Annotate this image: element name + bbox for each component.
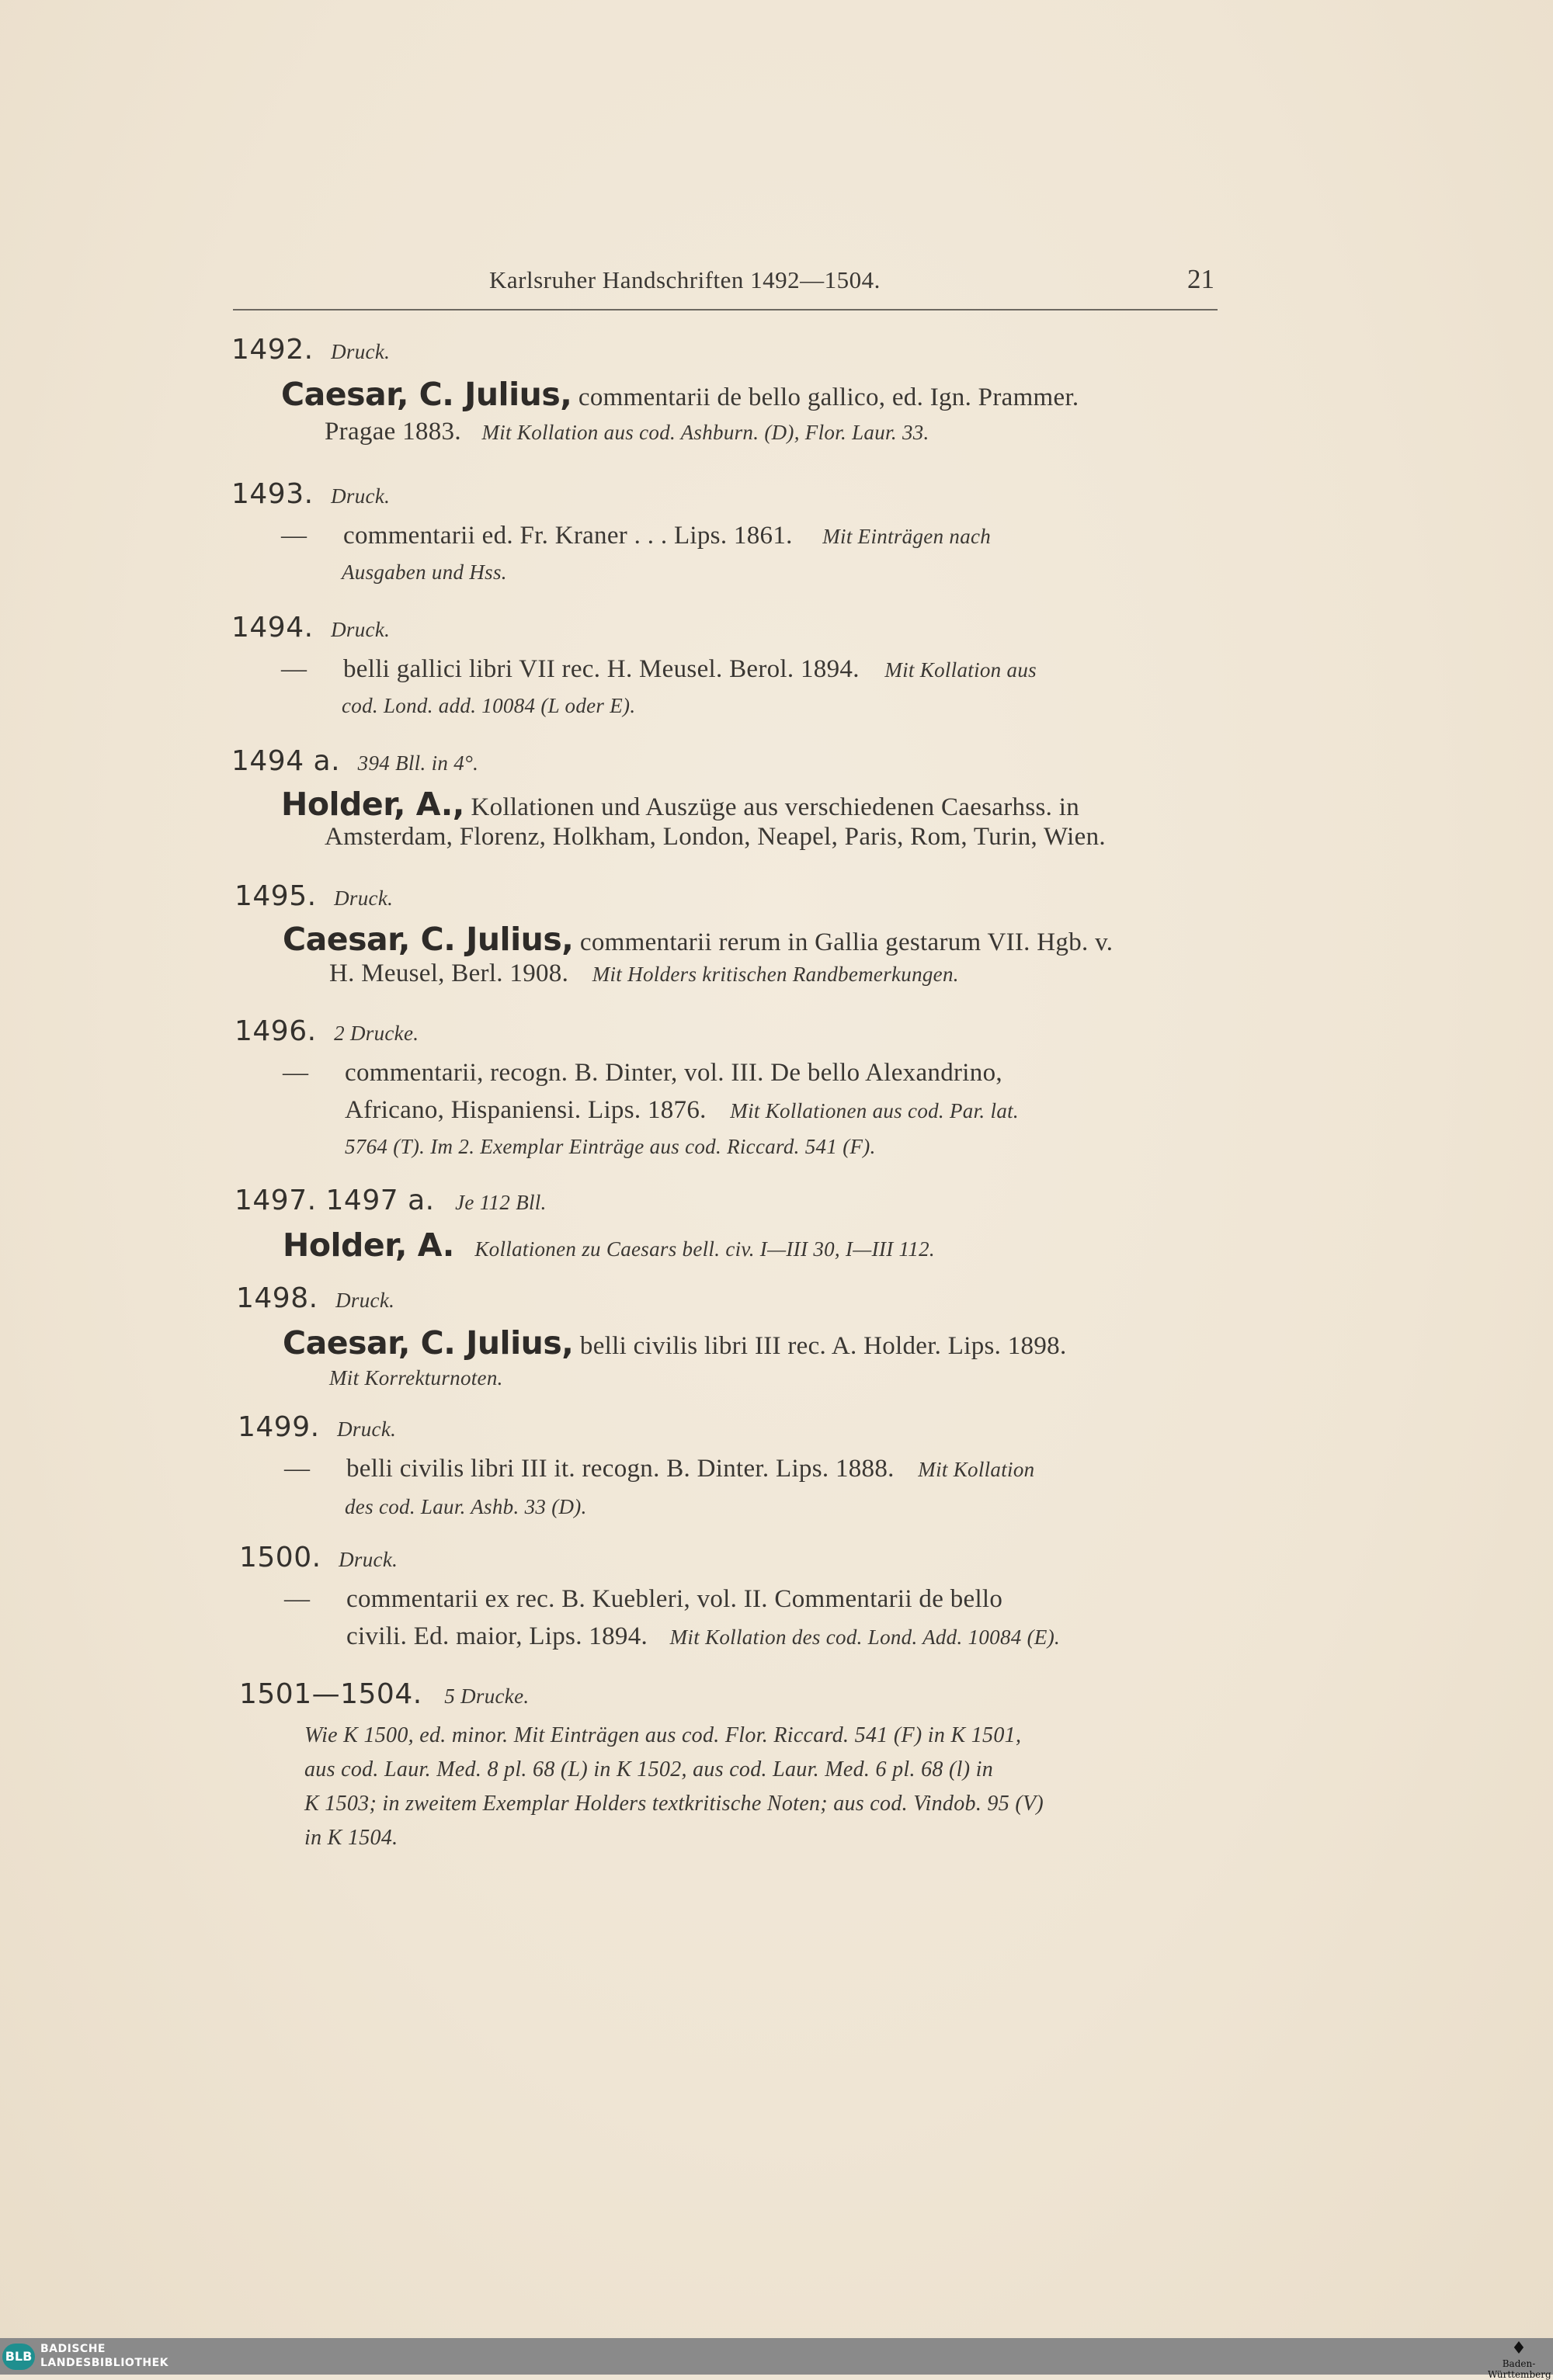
entry-type: Druck.	[331, 618, 391, 641]
entry-note: Kollationen zu Caesars bell. civ. I—III 30, I—III 112.	[474, 1237, 935, 1261]
entry-number: 1494 a.	[231, 745, 341, 777]
ditto-dash: —	[281, 522, 307, 550]
entry-type: 2 Drucke.	[334, 1022, 419, 1045]
entry-note: 5764 (T). Im 2. Exemplar Einträge aus cod. Riccard. 541 (F).	[345, 1135, 876, 1158]
entry-type: Je 112 Bll.	[455, 1191, 547, 1214]
library-name-line2: LANDESBIBLIOTHEK	[40, 2357, 169, 2369]
entry-number: 1500.	[239, 1542, 321, 1573]
ditto-dash: —	[283, 1059, 309, 1087]
entry-note: Mit Korrekturnoten.	[329, 1366, 503, 1389]
entry-type: Druck.	[339, 1548, 398, 1571]
entry-title: commentarii ed. Fr. Kraner . . . Lips. 1861.	[343, 522, 793, 550]
entry-type: Druck.	[337, 1417, 397, 1441]
entry-title: belli civilis libri III rec. A. Holder. Lips. 1898.	[573, 1332, 1067, 1360]
entry-imprint: civili. Ed. maior, Lips. 1894.	[346, 1622, 648, 1650]
library-name-line1: BADISCHE	[40, 2343, 106, 2355]
entry-type: 394 Bll. in 4°.	[357, 751, 479, 775]
entry-note: aus cod. Laur. Med. 8 pl. 68 (L) in K 1502, aus cod. Laur. Med. 6 pl. 68 (l) in	[304, 1757, 994, 1782]
entry-note: Mit Kollation	[918, 1458, 1035, 1481]
entry-title: commentarii rerum in Gallia gestarum VII. Hgb. v.	[573, 928, 1114, 956]
entry-title: commentarii, recogn. B. Dinter, vol. III. De bello Alexandrino,	[345, 1059, 1002, 1087]
entry-title: commentarii ex rec. B. Kuebleri, vol. II. Commentarii de bello	[346, 1585, 1003, 1613]
entry-author: Caesar, C. Julius,	[283, 921, 574, 958]
page-number: 21	[1187, 264, 1214, 294]
entry-note: Mit Kollation des cod. Lond. Add. 10084 (E).	[669, 1625, 1061, 1649]
entry-title-cont: Amsterdam, Florenz, Holkham, London, Neapel, Paris, Rom, Turin, Wien.	[325, 823, 1106, 851]
ditto-dash: —	[284, 1585, 311, 1613]
entry-number: 1501—1504.	[239, 1678, 422, 1710]
entry-note: Mit Kollation aus	[884, 658, 1037, 682]
ditto-dash: —	[284, 1455, 311, 1483]
entry-type: Druck.	[334, 886, 394, 910]
entry-note: des cod. Laur. Ashb. 33 (D).	[345, 1495, 587, 1518]
entry-type: Druck.	[331, 340, 391, 363]
entry-note: cod. Lond. add. 10084 (L oder E).	[342, 694, 636, 717]
entry-note: Mit Kollation aus cod. Ashburn. (D), Flor. Laur. 33.	[481, 421, 929, 444]
entry-number: 1492.	[231, 334, 314, 366]
entry-note: Mit Kollationen aus cod. Par. lat.	[730, 1099, 1019, 1122]
entry-number: 1495.	[235, 880, 317, 912]
blb-logo: BLB	[2, 2344, 35, 2370]
state-crest-icon: ♦	[1511, 2339, 1527, 2358]
entry-title: Kollationen und Auszüge aus verschiedenen Caesarhss. in	[464, 793, 1079, 821]
entry-note: Wie K 1500, ed. minor. Mit Einträgen aus cod. Flor. Riccard. 541 (F) in K 1501,	[304, 1723, 1022, 1747]
entry-author: Caesar, C. Julius,	[283, 1324, 574, 1362]
footer-bar	[0, 2338, 1553, 2380]
header-title: Karlsruher Handschriften 1492—1504.	[489, 266, 881, 293]
entry-imprint: H. Meusel, Berl. 1908.	[329, 959, 569, 987]
entry-author: Caesar, C. Julius,	[281, 376, 572, 413]
state-mark	[1488, 2340, 1550, 2380]
ditto-dash: —	[281, 655, 307, 683]
entry-number: 1499.	[238, 1411, 320, 1443]
entry-note: Ausgaben und Hss.	[342, 560, 507, 584]
entry-title: commentarii de bello gallico, ed. Ign. Prammer.	[572, 383, 1079, 411]
entry-type: Druck.	[335, 1289, 395, 1312]
entry-author: Holder, A.,	[281, 786, 464, 823]
library-name	[40, 2342, 169, 2370]
entry-note: in K 1504.	[304, 1826, 398, 1850]
entry-type: Druck.	[331, 484, 391, 508]
entry-note: K 1503; in zweitem Exemplar Holders textkritische Noten; aus cod. Vindob. 95 (V)	[304, 1792, 1044, 1816]
entry-type: 5 Drucke.	[444, 1684, 530, 1708]
entry-title: belli civilis libri III it. recogn. B. Dinter. Lips. 1888.	[346, 1455, 895, 1483]
entry-note: Mit Einträgen nach	[822, 525, 992, 548]
entry-number: 1494.	[231, 612, 314, 644]
running-head	[233, 262, 1218, 311]
entry-number: 1498.	[236, 1282, 318, 1314]
entry-title: belli gallici libri VII rec. H. Meusel. Berol. 1894.	[343, 655, 860, 683]
entry-imprint: Pragae 1883.	[325, 418, 461, 446]
state-name: Baden-Württemberg	[1488, 2358, 1551, 2380]
entry-note: Mit Holders kritischen Randbemerkungen.	[592, 963, 959, 986]
entry-number: 1497. 1497 a.	[235, 1185, 435, 1216]
entry-number: 1493.	[231, 478, 314, 510]
entry-author: Holder, A.	[283, 1226, 454, 1264]
entry-number: 1496.	[235, 1015, 317, 1047]
entry-imprint: Africano, Hispaniensi. Lips. 1876.	[345, 1096, 707, 1124]
